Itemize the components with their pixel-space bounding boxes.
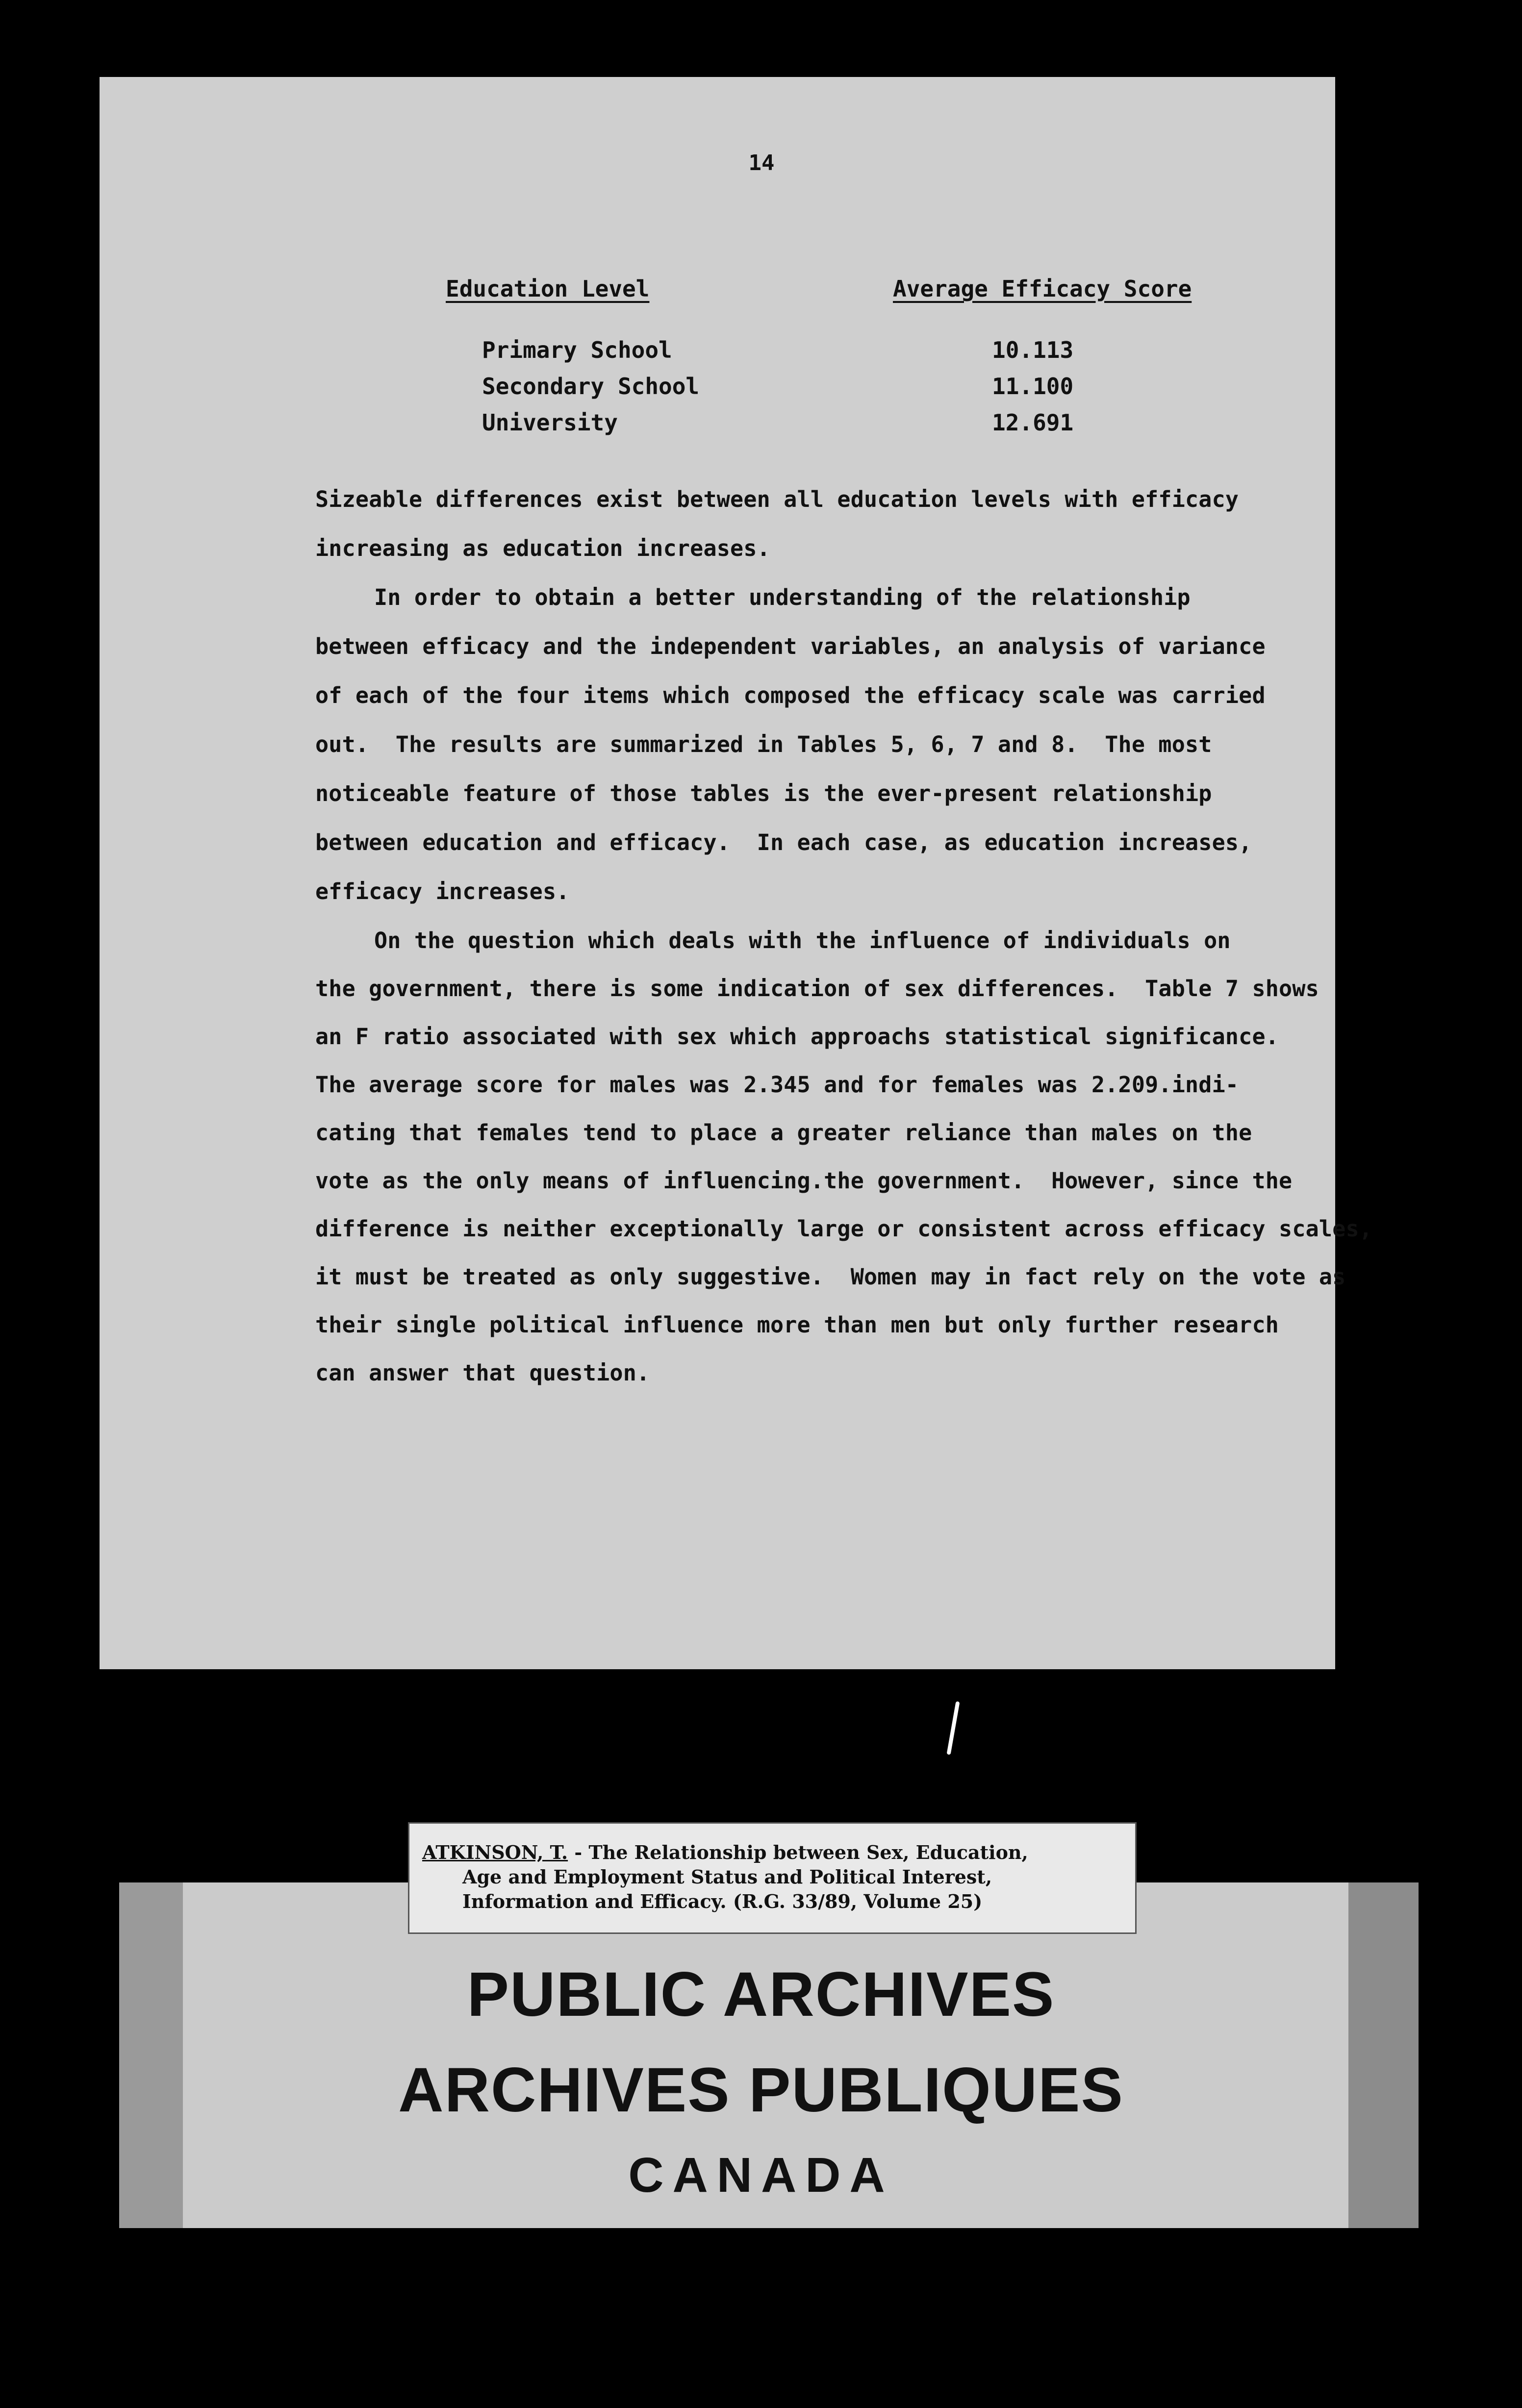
body-text-line: between education and efficacy. In each case, as education increases, xyxy=(315,829,1252,855)
body-text-line: Sizeable differences exist between all education levels with efficacy xyxy=(315,486,1239,512)
efficacy-score-cell: 11.100 xyxy=(992,373,1074,400)
label-line-3: Information and Efficacy. (R.G. 33/89, Volume 25) xyxy=(462,1890,983,1912)
education-level-cell: Primary School xyxy=(482,337,672,363)
education-level-cell: University xyxy=(482,409,618,436)
body-text-line: their single political influence more than men but only further research xyxy=(315,1312,1279,1338)
body-text-line: On the question which deals with the influence of individuals on xyxy=(374,928,1231,953)
body-text-line: efficacy increases. xyxy=(315,878,570,904)
table-row xyxy=(100,373,1335,402)
body-text-line: noticeable feature of those tables is the ever-present relationship xyxy=(315,780,1212,806)
body-text-line: of each of the four items which composed the efficacy scale was carried xyxy=(315,682,1266,708)
body-text-line: out. The results are summarized in Tables 5, 6, 7 and 8. The most xyxy=(315,731,1212,757)
education-level-cell: Secondary School xyxy=(482,373,700,400)
efficacy-score-cell: 12.691 xyxy=(992,409,1074,436)
body-text-line: an F ratio associated with sex which approachs statistical significance. xyxy=(315,1024,1279,1050)
page-number: 14 xyxy=(748,150,775,176)
body-text-line: increasing as education increases. xyxy=(315,535,770,561)
body-text-line: between efficacy and the independent variables, an analysis of variance xyxy=(315,633,1266,659)
label-title-start: - The Relationship between Sex, Education, xyxy=(568,1841,1028,1863)
body-text-line: In order to obtain a better understanding of the relationship xyxy=(374,584,1191,610)
label-line-1 xyxy=(422,1841,1028,1863)
body-text-line: vote as the only means of influencing.the government. However, since the xyxy=(315,1168,1293,1194)
body-text-line: the government, there is some indication of sex differences. Table 7 shows xyxy=(315,976,1319,1002)
archive-label-card xyxy=(408,1822,1137,1934)
document-page xyxy=(100,77,1373,1669)
column-header-average-efficacy-score: Average Efficacy Score xyxy=(893,276,1192,302)
body-text-line: can answer that question. xyxy=(315,1360,650,1386)
column-header-education-level: Education Level xyxy=(446,276,650,302)
body-text-line: difference is neither exceptionally large or consistent across efficacy scales, xyxy=(315,1216,1373,1242)
pen-mark-decoration xyxy=(947,1701,960,1755)
table-row xyxy=(100,337,1335,366)
body-text-line: it must be treated as only suggestive. Women may in fact rely on the vote as xyxy=(315,1264,1346,1290)
archive-title-french: ARCHIVES PUBLIQUES xyxy=(398,2055,1124,2125)
archive-title-english: PUBLIC ARCHIVES xyxy=(467,1959,1055,2030)
body-text-line: The average score for males was 2.345 and for females was 2.209.indi- xyxy=(315,1072,1239,1098)
label-line-2: Age and Employment Status and Political Interest, xyxy=(462,1866,992,1888)
table-row xyxy=(100,409,1335,439)
body-text-line: cating that females tend to place a greater reliance than males on the xyxy=(315,1120,1252,1146)
label-author: ATKINSON, T. xyxy=(422,1841,568,1863)
archive-title-country: CANADA xyxy=(628,2148,894,2203)
efficacy-score-cell: 10.113 xyxy=(992,337,1074,363)
